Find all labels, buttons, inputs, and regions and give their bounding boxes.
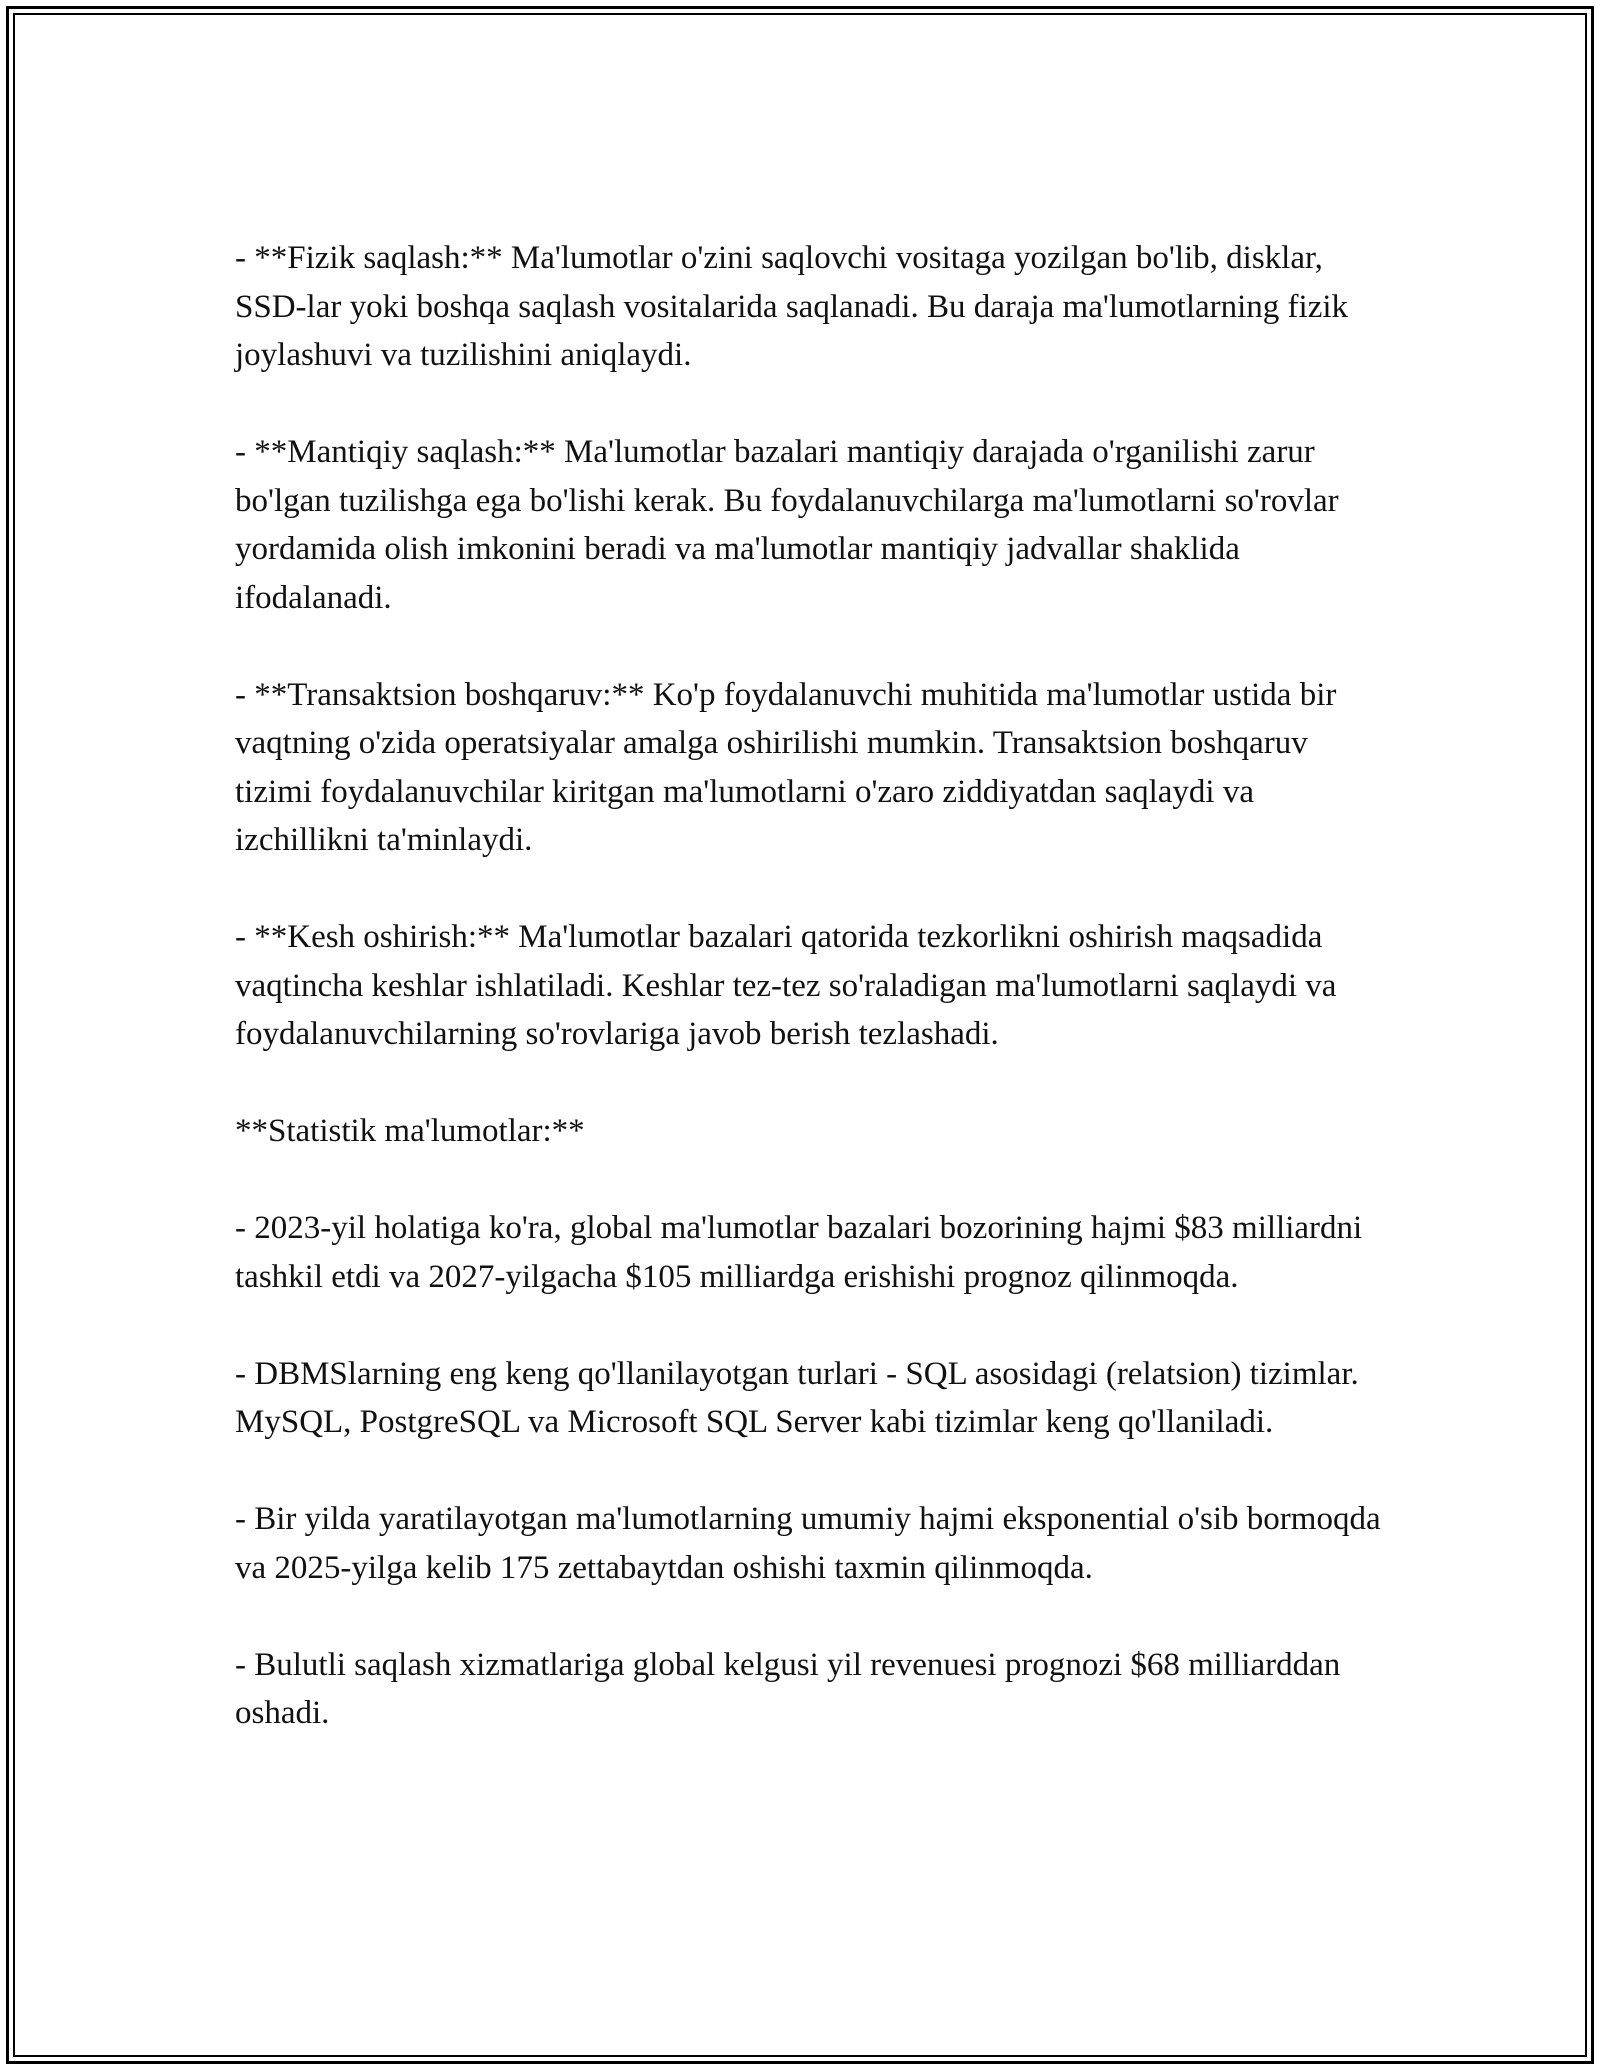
paragraph-data-volume: - Bir yilda yaratilayotgan ma'lumotlarning umumiy hajmi eksponential o'sib bormoqda va 2025-yilga kelib 175 zettabaytdan oshishi taxmin qilinmoqda.: [235, 1501, 1381, 1586]
paragraph-logical-storage: - **Mantiqiy saqlash:** Ma'lumotlar bazalari mantiqiy darajada o'rganilishi zarur bo'lgan tuzilishga ega bo'lishi kerak. Bu foydalanuvchilarga ma'lumotlarni so'rovlar yordamida olish imkonini beradi va ma'lumotlar mantiqiy jadvallar shaklida ifodalanadi.: [235, 434, 1339, 616]
paragraph-market-size: - 2023-yil holatiga ko'ra, global ma'lumotlar bazalari bozorining hajmi $83 milliardni tashkil etdi va 2027-yilgacha $105 milliardga erishishi prognoz qilinmoqda.: [235, 1210, 1363, 1295]
paragraph-cache: - **Kesh oshirish:** Ma'lumotlar bazalari qatorida tezkorlikni oshirish maqsadida vaqtincha keshlar ishlatiladi. Keshlar tez-tez so'raladigan ma'lumotlarni saqlaydi va foydalanuvchilarning so'rovlariga javob berish tezlashadi.: [235, 919, 1337, 1052]
paragraph-transaction-management: - **Transaktsion boshqaruv:** Ko'p foydalanuvchi muhitida ma'lumotlar ustida bir vaqtning o'zida operatsiyalar amalga oshirilishi mumkin. Transaktsion boshqaruv tizimi foydalanuvchilar kiritgan ma'lumotlarni o'zaro ziddiyatdan saqlaydi va izchillikni ta'minlaydi.: [235, 676, 1337, 858]
paragraph-dbms-types: - DBMSlarning eng keng qo'llanilayotgan turlari - SQL asosidagi (relatsion) tizimlar. MySQL, PostgreSQL va Microsoft SQL Server kabi tizimlar keng qo'llaniladi.: [235, 1355, 1359, 1440]
paragraph-physical-storage: - **Fizik saqlash:** Ma'lumotlar o'zini saqlovchi vositaga yozilgan bo'lib, disklar, SSD-lar yoki boshqa saqlash vositalarida saqlanadi. Bu daraja ma'lumotlarning fizik joylashuvi va tuzilishini aniqlaydi.: [235, 240, 1349, 373]
document-body: [235, 234, 1385, 1738]
paragraph-cloud-revenue: - Bulutli saqlash xizmatlariga global kelgusi yil revenuesi prognozi $68 milliarddan oshadi.: [235, 1646, 1341, 1731]
statistics-heading: **Statistik ma'lumotlar:**: [235, 1113, 585, 1149]
